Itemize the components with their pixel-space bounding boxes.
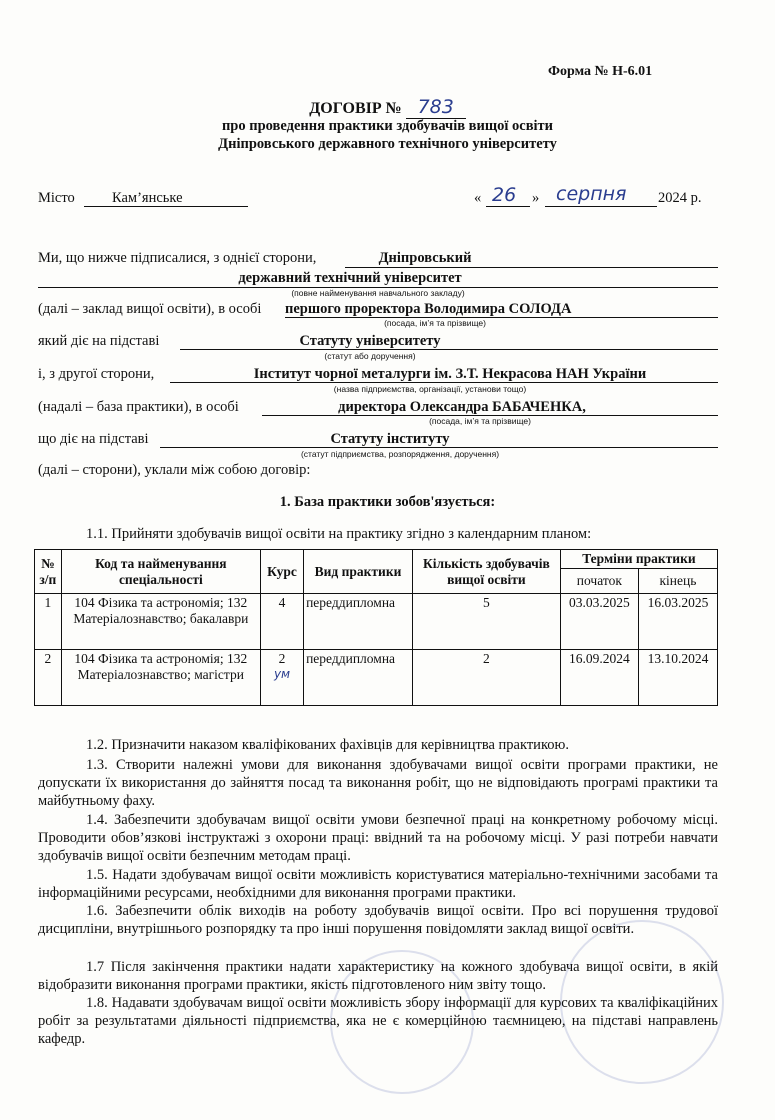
hei-person-caption: (посада, ім’я та прізвище)	[384, 318, 486, 328]
row-end: 13.10.2024	[638, 650, 717, 706]
item-1-1: 1.1. Прийняти здобувачів вищої освіти на практику згідно з календарним планом:	[86, 526, 592, 542]
row-start: 03.03.2025	[560, 594, 638, 650]
base-person: директора Олександра БАБАЧЕНКА,	[338, 399, 586, 415]
header-type: Вид практики	[304, 550, 413, 594]
hei-person: першого проректора Володимира СОЛОДА	[285, 301, 572, 317]
row-start: 16.09.2024	[560, 650, 638, 706]
row-num: 1	[35, 594, 62, 650]
item-1-7: 1.7 Після закінчення практики надати характеристику на кожного здобувача вищої освіти, в якій відобразити виконання програми практики, якість підготовленого ним звіту тощо.	[38, 959, 718, 993]
item-1-5: 1.5. Надати здобувачам вищої освіти можливість користуватися матеріально-технічними засобами та інформаційними ресурсами, необхідними для виконання програми практики.	[38, 867, 718, 901]
subtitle-line-2: Дніпровського державного технічного університету	[218, 136, 557, 152]
base-acts-caption: (статут підприємства, розпорядження, доручення)	[300, 449, 500, 459]
form-number: Форма № Н-6.01	[548, 64, 653, 79]
header-terms: Терміни практики	[560, 550, 717, 569]
second-side-label: і, з другої сторони,	[38, 366, 155, 382]
contract-title-prefix: ДОГОВІР №	[309, 100, 406, 117]
row-type: переддипломна	[304, 650, 413, 706]
header-count: Кількість здобувачів вищої освіти	[412, 550, 560, 594]
row-course: 4	[260, 594, 303, 650]
row-specialty: 104 Фізика та астрономія; 132 Матеріалознавство; бакалаври	[61, 594, 260, 650]
practice-plan-table	[34, 549, 718, 706]
row-course	[260, 650, 303, 706]
parties-intro: Ми, що нижче підписалися, з однієї сторони,	[38, 250, 317, 266]
day-underline	[486, 206, 530, 207]
contract-number: 783	[406, 96, 466, 119]
item-1-8: 1.8. Надавати здобувачам вищої освіти можливість збору інформації для курсових та кваліфікаційних робіт за результатами діяльності підприємства, яка не є комерційною таємницею, на підставі направлень кафедр.	[38, 995, 718, 1047]
date-year: 2024 р.	[658, 190, 702, 206]
item-1-6: 1.6. Забезпечити облік виходів на роботу здобувачів вищої освіти. Про всі порушення трудової дисципліни, внутрішнього розпорядку та про інші порушення повідомляти заклад вищої освіти.	[38, 903, 718, 937]
header-end: кінець	[638, 569, 717, 594]
university-name-line-2: державний технічний університет	[238, 270, 462, 286]
table-row	[35, 594, 718, 650]
date-day: 26	[492, 184, 517, 206]
company-caption: (назва підприємства, організації, установи тощо)	[333, 384, 527, 394]
city-value: Кам’янське	[112, 190, 183, 206]
base-acts-label: що діє на підставі	[38, 431, 149, 447]
row-specialty: 104 Фізика та астрономія; 132 Матеріалознавство; магістри	[61, 650, 260, 706]
base-intro: (надалі – база практики), в особі	[38, 399, 239, 415]
acts-on-caption: (статут або доручення)	[324, 351, 416, 361]
acts-on-label: який діє на підставі	[38, 333, 160, 349]
university-underline-1	[345, 267, 718, 268]
acts-on-value: Статуту університету	[299, 333, 441, 349]
base-acts-value: Статуту інституту	[330, 431, 450, 447]
table-row	[35, 650, 718, 706]
university-caption: (повне найменування навчального закладу)	[291, 288, 465, 298]
header-specialty: Код та найменування спеціальності	[61, 550, 260, 594]
subtitle-line-1: про проведення практики здобувачів вищої освіти	[221, 118, 554, 134]
city-label: Місто	[38, 190, 75, 206]
month-underline	[545, 206, 657, 207]
header-course: Курс	[260, 550, 303, 594]
row-course-value: 2	[278, 651, 286, 666]
contract-title	[0, 96, 775, 119]
section-1-title: 1. База практики зобов'язується:	[279, 494, 496, 510]
base-person-caption: (посада, ім’я та прізвище)	[429, 416, 531, 426]
item-1-3: 1.3. Створити належні умови для виконання здобувачами вищої освіти програми практики, не допускати їх використання до зайняття посад та виконання робіт, що не відповідають програмі практики та майбутньому фаху.	[38, 757, 718, 809]
date-close-quote: »	[532, 190, 540, 206]
row-count: 2	[412, 650, 560, 706]
item-1-4: 1.4. Забезпечити здобувачам вищої освіти умови безпечної праці на конкретному робочому місці. Проводити обов’язкові інструктажі з охорони праці: ввідний та на робочому місці. У разі потреби навчати здобувачів вищої освіти безпечним методам праці.	[38, 812, 718, 864]
header-start: початок	[560, 569, 638, 594]
row-course-handwritten-note: ум	[273, 667, 291, 681]
company-name: Інститут чорної металурги ім. З.Т. Некрасова НАН України	[253, 366, 647, 382]
contract-subtitle	[0, 117, 775, 153]
date-open-quote: «	[474, 190, 482, 206]
row-type: переддипломна	[304, 594, 413, 650]
item-1-2: 1.2. Призначити наказом кваліфікованих фахівців для керівництва практикою.	[86, 737, 569, 753]
row-end: 16.03.2025	[638, 594, 717, 650]
university-name-line-1: Дніпровський	[378, 250, 472, 266]
parties-closing: (далі – сторони), уклали між собою договір:	[38, 462, 311, 478]
date-month: серпня	[556, 183, 627, 205]
hei-intro: (далі – заклад вищої освіти), в особі	[38, 301, 262, 317]
row-count: 5	[412, 594, 560, 650]
row-num: 2	[35, 650, 62, 706]
header-num: № з/п	[35, 550, 62, 594]
